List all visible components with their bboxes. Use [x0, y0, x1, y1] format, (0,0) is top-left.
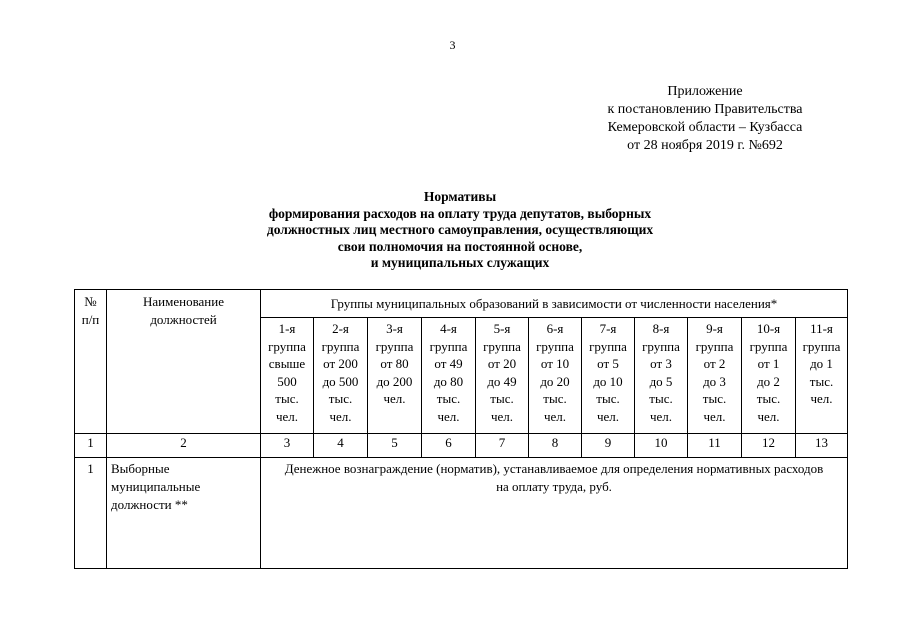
group-line: от 10 [540, 356, 570, 371]
group-line: группа [695, 338, 734, 354]
group-line: чел. [490, 408, 514, 424]
column-number-cell: 6 [422, 434, 476, 458]
appendix-line: к постановлению Правительства [607, 102, 803, 117]
row-name-line: муниципальные [111, 479, 201, 494]
column-number-cell: 8 [529, 434, 582, 458]
group-line: тыс. [490, 391, 514, 406]
group-line: от 200 [323, 356, 358, 371]
title-line: должностных лиц местного самоуправления, осуществляющих [266, 222, 654, 237]
title-line: и муниципальных служащих [370, 255, 550, 270]
group-line: группа [642, 338, 680, 354]
group-line: тыс. [649, 391, 673, 406]
header-number-line: № [84, 294, 97, 309]
group-line: группа [268, 338, 306, 354]
column-number-cell: 11 [688, 434, 742, 458]
group-line: от 3 [650, 356, 672, 371]
group-line: от 5 [597, 356, 619, 371]
row-name-line: Выборные [111, 461, 170, 476]
group-line: тыс. [596, 391, 620, 406]
group-line: тыс. [436, 391, 461, 406]
group-header-cell [261, 318, 314, 434]
group-line: тыс. [543, 391, 567, 406]
appendix-line: от 28 ноября 2019 г. №692 [627, 138, 783, 153]
group-line: от 80 [380, 356, 409, 371]
group-line: чел. [649, 408, 673, 424]
group-line: 500 [277, 373, 297, 389]
group-header-cell [314, 318, 368, 434]
group-line: до 2 [757, 373, 780, 389]
group-header-cell [742, 318, 796, 434]
group-line: 3-я [386, 321, 403, 336]
group-line: от 20 [487, 356, 517, 371]
group-line: до 10 [593, 373, 623, 389]
group-line: группа [375, 338, 414, 354]
group-line: группа [802, 338, 841, 354]
group-line: чел. [757, 408, 780, 424]
appendix-block [580, 83, 830, 155]
group-line: до 3 [703, 373, 726, 389]
group-line: до 200 [376, 373, 413, 389]
row-description-cell: Денежное вознаграждение (норматив), устанавливаемое для определения нормативных расходов на оплату труда, руб. [261, 458, 848, 569]
group-line: 8-я [652, 321, 670, 336]
group-line: чел. [810, 391, 833, 406]
group-line: 9-я [706, 321, 723, 336]
group-line: 5-я [493, 321, 511, 336]
column-number-cell: 4 [314, 434, 368, 458]
row-name-cell [107, 458, 261, 569]
group-header-cell [422, 318, 476, 434]
group-line: от 49 [434, 356, 463, 371]
group-line: чел. [383, 391, 406, 406]
title-line: формирования расходов на оплату труда депутатов, выборных [268, 205, 652, 221]
document-title [200, 189, 720, 272]
group-line: от 1 [757, 356, 780, 371]
group-line: 11-я [810, 321, 833, 336]
group-line: чел. [703, 408, 726, 424]
row-name-line: должности ** [111, 497, 188, 512]
group-line: чел. [596, 408, 620, 424]
group-header-cell [368, 318, 422, 434]
group-line: чел. [437, 408, 460, 424]
group-line: группа [321, 338, 360, 354]
group-line: до 49 [487, 373, 517, 389]
appendix-line: Приложение [667, 84, 743, 99]
header-name-cell [107, 290, 261, 434]
column-number-cell: 7 [476, 434, 529, 458]
group-header-cell [688, 318, 742, 434]
group-line: 10-я [756, 321, 781, 336]
group-line: тыс. [809, 373, 834, 389]
column-number-cell: 5 [368, 434, 422, 458]
group-line: свыше [268, 356, 306, 371]
group-header-cell [635, 318, 688, 434]
column-number-cell: 9 [582, 434, 635, 458]
group-line: 6-я [546, 321, 564, 336]
row-number-cell: 1 [75, 458, 107, 569]
page-number: 3 [449, 38, 456, 52]
column-number-cell: 10 [635, 434, 688, 458]
group-header-cell [582, 318, 635, 434]
title-line: Нормативы [423, 189, 497, 204]
group-line: до 500 [322, 373, 359, 389]
table-row [75, 458, 848, 569]
header-name-line: должностей [150, 311, 217, 327]
column-number-cell: 1 [75, 434, 107, 458]
group-line: тыс. [275, 391, 299, 406]
header-number-line: п/п [81, 311, 100, 327]
group-line: группа [589, 338, 627, 354]
group-line: тыс. [328, 391, 353, 406]
group-line: группа [749, 338, 788, 354]
group-line: тыс. [756, 391, 781, 406]
group-line: группа [536, 338, 574, 354]
group-header-cell [476, 318, 529, 434]
header-row [75, 290, 848, 318]
group-line: тыс. [702, 391, 727, 406]
group-line: чел. [543, 408, 567, 424]
column-number-cell: 2 [107, 434, 261, 458]
group-line: до 1 [810, 356, 833, 371]
group-line: чел. [329, 408, 352, 424]
group-header-cell [796, 318, 848, 434]
group-line: 4-я [440, 321, 457, 336]
group-line: группа [429, 338, 468, 354]
title-line: свои полномочия на постоянной основе, [337, 238, 583, 254]
group-line: 2-я [332, 321, 349, 336]
header-name-line: Наименование [143, 294, 224, 309]
norms-table [74, 289, 848, 569]
group-line: 1-я [278, 321, 296, 336]
column-number-cell: 3 [261, 434, 314, 458]
column-number-cell: 12 [742, 434, 796, 458]
group-line: группа [483, 338, 521, 354]
group-line: чел. [275, 408, 299, 424]
group-line: до 80 [433, 373, 464, 389]
column-number-row [75, 434, 848, 458]
header-groups-title: Группы муниципальных образований в зависимости от численности населения* [261, 290, 848, 318]
header-number-cell [75, 290, 107, 434]
group-line: от 2 [703, 356, 726, 371]
column-number-cell: 13 [796, 434, 848, 458]
group-line: 7-я [599, 321, 617, 336]
group-line: до 20 [540, 373, 570, 389]
group-line: до 5 [649, 373, 673, 389]
appendix-line: Кемеровской области – Кузбасса [607, 120, 803, 135]
group-header-cell [529, 318, 582, 434]
